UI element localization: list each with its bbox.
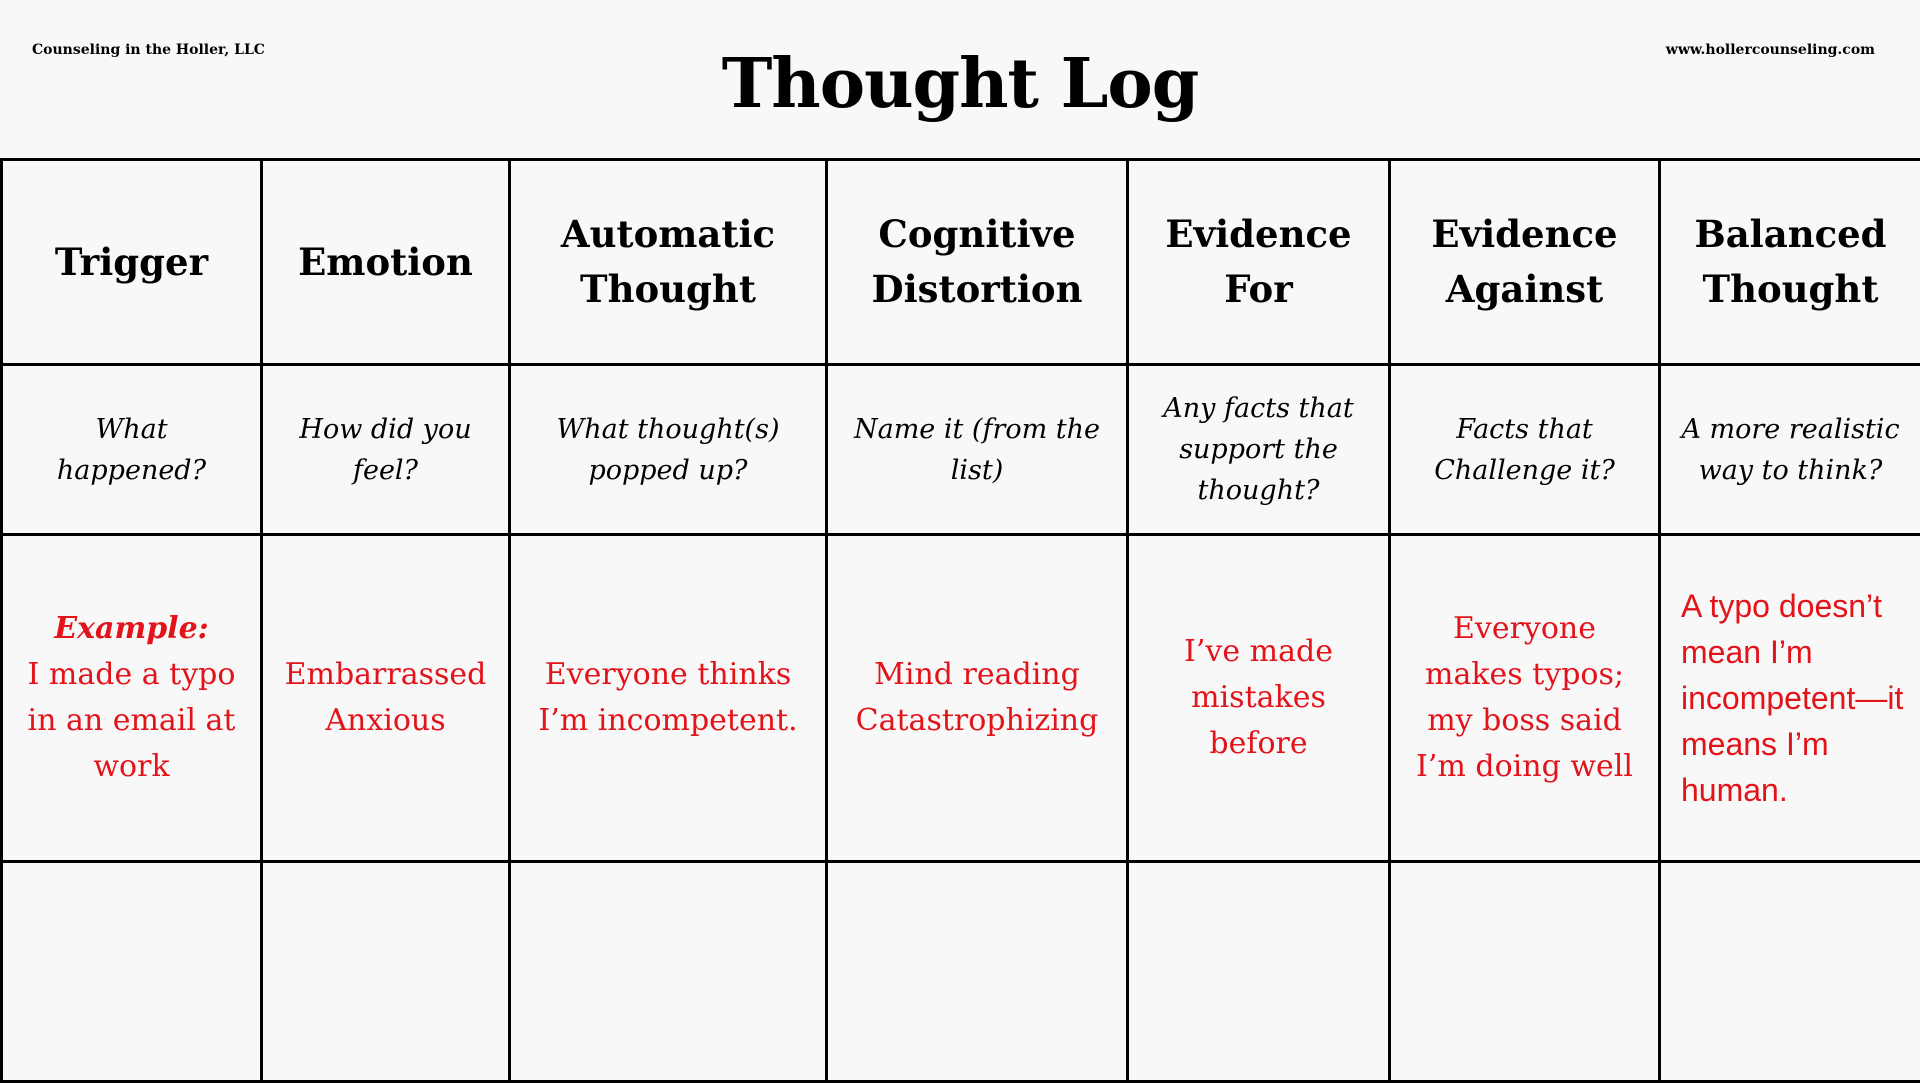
prompt-cognitive-distortion: Name it (from the list)	[827, 365, 1128, 535]
entry-balanced-thought-cell[interactable]	[1660, 862, 1920, 1082]
empty-entry-row	[2, 862, 1920, 1082]
example-evidence-for[interactable]: I’ve made mistakes before	[1128, 535, 1390, 862]
example-trigger: I made a typo in an email at work	[28, 657, 236, 784]
page-title: Thought Log	[0, 42, 1920, 126]
prompt-evidence-against: Facts that Challenge it?	[1390, 365, 1660, 535]
example-automatic-thought[interactable]: Everyone thinks I’m incompetent.	[510, 535, 827, 862]
header-row	[2, 160, 1920, 365]
example-balanced-thought[interactable]: A typo doesn’t mean I’m incompetent—it means I’m human.	[1660, 535, 1920, 862]
entry-emotion-cell[interactable]	[262, 862, 510, 1082]
thought-log-table	[0, 158, 1920, 1083]
column-header-balanced-thought: Balanced Thought	[1660, 160, 1920, 365]
column-header-evidence-against: Evidence Against	[1390, 160, 1660, 365]
prompt-emotion: How did you feel?	[262, 365, 510, 535]
org-name: Counseling in the Holler, LLC	[32, 42, 265, 58]
prompt-evidence-for: Any facts that support the thought?	[1128, 365, 1390, 535]
example-cognitive-distortion[interactable]: Mind reading Catastrophizing	[827, 535, 1128, 862]
example-label: Example:	[17, 606, 246, 652]
entry-automatic-thought-cell[interactable]	[510, 862, 827, 1082]
prompt-trigger: What happened?	[2, 365, 262, 535]
entry-trigger-cell[interactable]	[2, 862, 262, 1082]
prompt-balanced-thought: A more realistic way to think?	[1660, 365, 1920, 535]
example-trigger-cell[interactable]	[2, 535, 262, 862]
example-row	[2, 535, 1920, 862]
entry-evidence-for-cell[interactable]	[1128, 862, 1390, 1082]
website-url: www.hollercounseling.com	[1666, 42, 1875, 58]
prompt-automatic-thought: What thought(s) popped up?	[510, 365, 827, 535]
example-evidence-against[interactable]: Everyone makes typos; my boss said I’m doing well	[1390, 535, 1660, 862]
prompt-row	[2, 365, 1920, 535]
column-header-evidence-for: Evidence For	[1128, 160, 1390, 365]
entry-cognitive-distortion-cell[interactable]	[827, 862, 1128, 1082]
column-header-cognitive-distortion: Cognitive Distortion	[827, 160, 1128, 365]
column-header-automatic-thought: Automatic Thought	[510, 160, 827, 365]
example-emotion[interactable]: Embarrassed Anxious	[262, 535, 510, 862]
column-header-trigger: Trigger	[2, 160, 262, 365]
column-header-emotion: Emotion	[262, 160, 510, 365]
entry-evidence-against-cell[interactable]	[1390, 862, 1660, 1082]
